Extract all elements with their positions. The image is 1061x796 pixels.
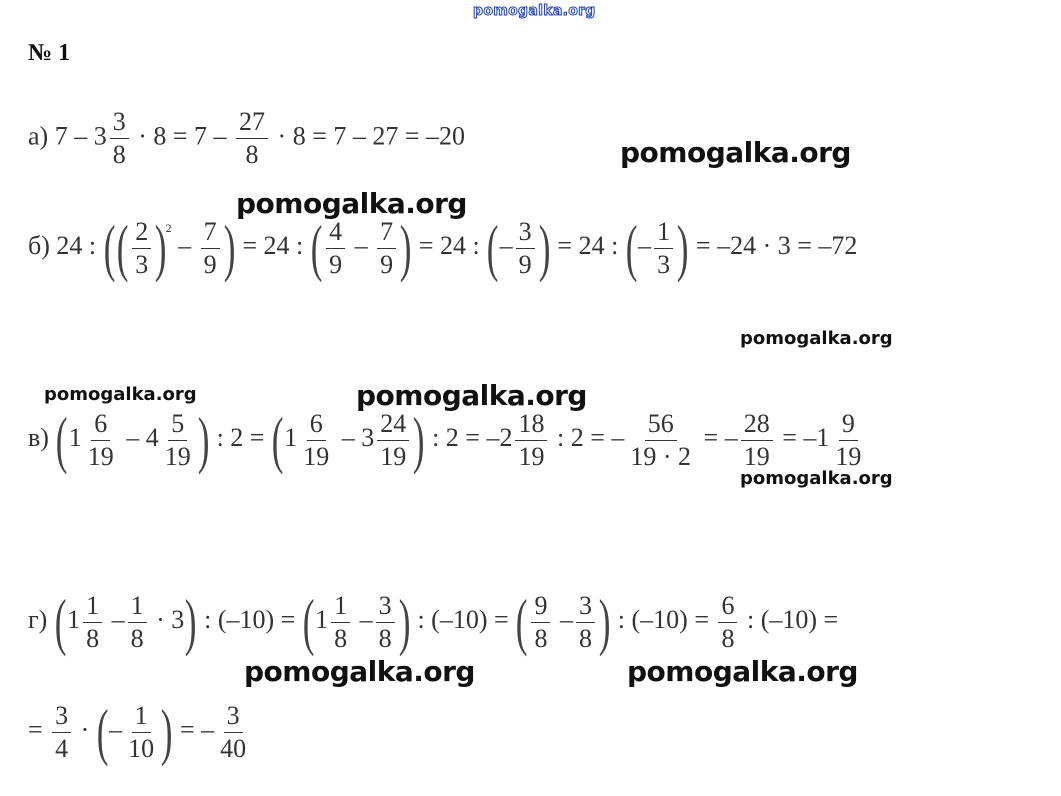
- paren-close: ): [676, 212, 689, 283]
- fraction: $\frac{6}{19}$: [303, 408, 330, 471]
- site-header-watermark: pomogalka.org: [473, 3, 596, 19]
- term: : (–10) =: [204, 604, 296, 634]
- fraction: $\frac{7}{9}$: [377, 218, 396, 279]
- term: = 24 :: [557, 230, 619, 260]
- term: –: [354, 230, 368, 260]
- term: – 3: [341, 422, 375, 452]
- paren-close: ): [538, 212, 551, 283]
- paren-close: ): [223, 212, 236, 283]
- term: 1: [284, 422, 298, 452]
- paren-open: (: [96, 696, 109, 767]
- paren-close: ): [197, 404, 210, 475]
- term: · 8 = 7 –: [138, 121, 227, 151]
- task-number: № 1: [28, 40, 71, 66]
- label-a: а): [28, 121, 49, 151]
- fraction: $\frac{6}{19}$: [87, 408, 114, 471]
- fraction: $\frac{3}{4}$: [52, 702, 71, 763]
- term: ·: [80, 714, 90, 744]
- label-g: г): [28, 604, 48, 634]
- fraction: $\frac{6}{8}$: [718, 592, 737, 653]
- fraction: $\frac{7}{9}$: [201, 218, 220, 279]
- term: –: [638, 230, 652, 260]
- paren-close: ): [155, 212, 167, 283]
- fraction: $\frac{18}{19}$: [515, 410, 547, 471]
- paren-close: ): [399, 212, 412, 283]
- fraction: $\frac{3}{9}$: [516, 218, 535, 279]
- term: · 8 = 7 – 27 = –20: [277, 121, 466, 151]
- paren-open: (: [54, 586, 67, 657]
- term: 24 :: [56, 230, 97, 260]
- fraction: $\frac{27}{8}$: [236, 108, 268, 169]
- term: 1: [68, 422, 82, 452]
- paren-open: (: [116, 212, 129, 283]
- term: – 4: [126, 422, 159, 452]
- term: : 2 = –: [556, 422, 625, 452]
- watermark: pomogalka.org: [244, 655, 475, 688]
- term: –: [359, 604, 373, 634]
- fraction: $\frac{9}{8}$: [531, 592, 550, 653]
- fraction: $\frac{3}{8}$: [376, 592, 395, 653]
- term: =: [28, 714, 43, 744]
- term: 7 – 3: [54, 121, 107, 151]
- fraction: $\frac{1}{10}$: [128, 700, 155, 763]
- fraction: $\frac{3}{8}$: [576, 592, 595, 653]
- term: : (–10) =: [417, 604, 509, 634]
- expression-g-line1: [28, 586, 839, 657]
- fraction: $\frac{1}{8}$: [128, 592, 147, 653]
- watermark: pomogalka.org: [740, 468, 893, 489]
- paren-open: (: [310, 212, 323, 283]
- label-v: в): [28, 422, 49, 452]
- expression-b: [28, 212, 858, 283]
- term: –: [109, 714, 123, 744]
- paren-open: (: [103, 212, 116, 283]
- term: –: [178, 230, 192, 260]
- term: : 2 = –2: [432, 422, 513, 452]
- fraction: $\frac{1}{8}$: [331, 592, 350, 653]
- fraction: $\frac{9}{19}$: [835, 408, 862, 471]
- fraction: $\frac{1}{8}$: [83, 592, 102, 653]
- term: = 24 :: [418, 230, 480, 260]
- term: = –24 · 3 = –72: [695, 230, 858, 260]
- fraction: $\frac{56}{19 \cdot 2}$: [630, 408, 692, 471]
- paren-open: (: [56, 404, 68, 475]
- term: 1: [67, 604, 81, 634]
- watermark: pomogalka.org: [236, 187, 467, 220]
- term: = –1: [782, 422, 830, 452]
- fraction: $\frac{1}{3}$: [654, 218, 673, 279]
- fraction: $\frac{2}{3}$: [132, 218, 151, 279]
- paren-close: ): [185, 586, 197, 657]
- paren-close: ): [398, 586, 411, 657]
- term: = 24 :: [242, 230, 304, 260]
- term: –: [499, 230, 513, 260]
- term: –: [111, 604, 125, 634]
- exponent: 2: [165, 220, 172, 235]
- term: –: [559, 604, 573, 634]
- watermark: pomogalka.org: [44, 384, 197, 405]
- watermark: pomogalka.org: [627, 655, 858, 688]
- term: · 3: [156, 604, 185, 634]
- term: : 2 =: [216, 422, 265, 452]
- expression-a: [28, 108, 465, 169]
- paren-open: (: [302, 586, 315, 657]
- term: : (–10) =: [746, 604, 839, 634]
- paren-open: (: [271, 404, 284, 475]
- label-b: б): [28, 230, 50, 260]
- paren-open: (: [487, 212, 499, 283]
- fraction: $\frac{3}{40}$: [220, 700, 247, 763]
- watermark: pomogalka.org: [740, 328, 893, 349]
- fraction: $\frac{28}{19}$: [741, 410, 773, 471]
- watermark: pomogalka.org: [356, 379, 587, 412]
- fraction: $\frac{3}{8}$: [110, 108, 129, 169]
- paren-close: ): [598, 586, 611, 657]
- expression-g-line2: [28, 696, 252, 767]
- term: 1: [315, 604, 329, 634]
- expression-v: [28, 404, 867, 475]
- watermark: pomogalka.org: [620, 136, 851, 169]
- fraction: $\frac{5}{19}$: [164, 408, 191, 471]
- paren-open: (: [515, 586, 528, 657]
- term: = –: [703, 422, 738, 452]
- term: : (–10) =: [617, 604, 709, 634]
- fraction: $\frac{4}{9}$: [326, 218, 345, 279]
- paren-close: ): [413, 404, 425, 475]
- term: = –: [179, 714, 215, 744]
- fraction: $\frac{24}{19}$: [377, 410, 409, 471]
- paren-open: (: [625, 212, 638, 283]
- paren-close: ): [160, 696, 173, 767]
